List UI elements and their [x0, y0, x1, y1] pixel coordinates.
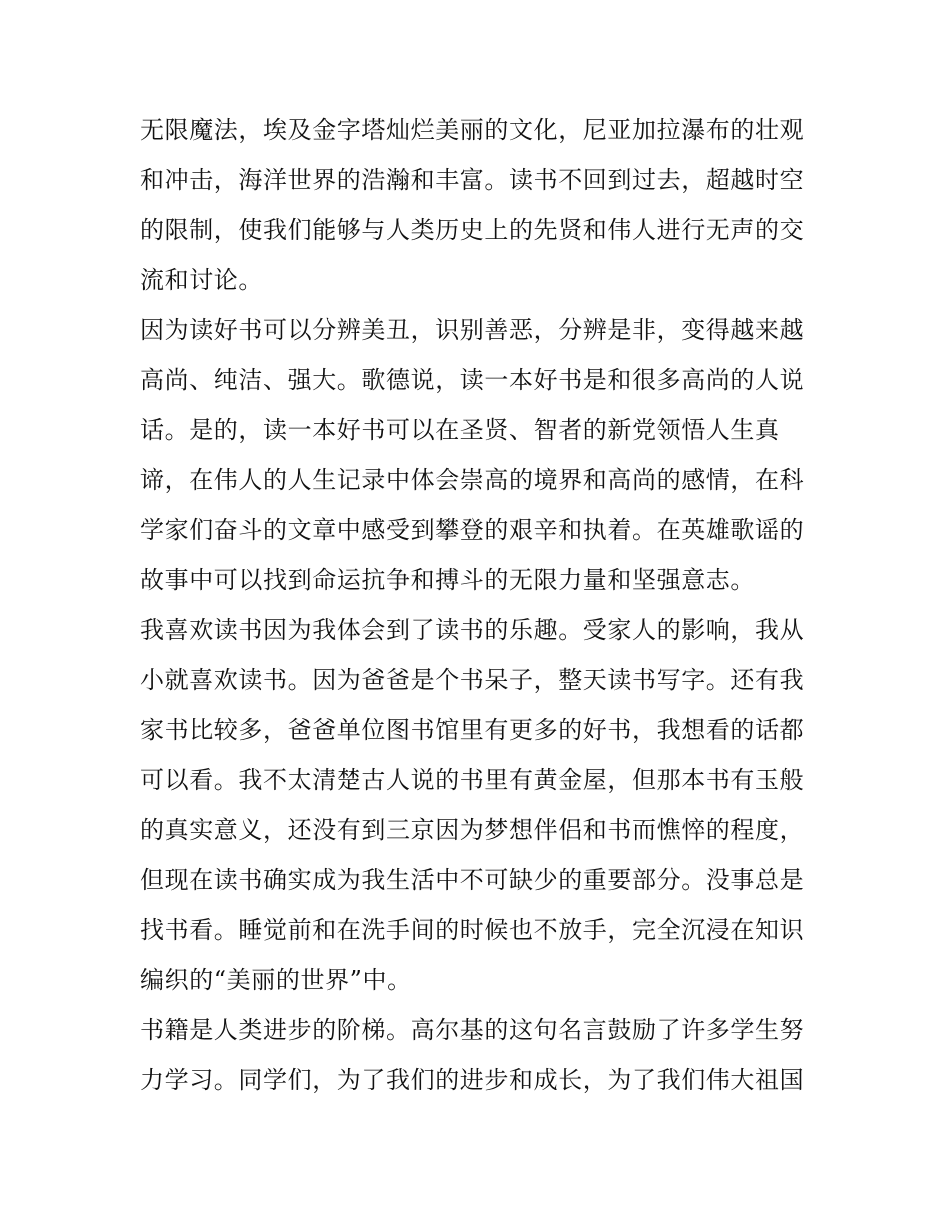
text-line: 编织的“美丽的世界”中。 [140, 966, 412, 994]
text-line: 我喜欢读书因为我体会到了读书的乐趣。受家人的影响，我从 [140, 616, 805, 644]
text-line: 故事中可以找到命运抗争和搏斗的无限力量和坚强意志。 [140, 566, 755, 594]
text-line: 的真实意义，还没有到三京因为梦想伴侣和书而憔悴的程度， [140, 816, 805, 844]
text-line: 的限制，使我们能够与人类历史上的先贤和伟人进行无声的交 [140, 216, 805, 244]
text-line: 高尚、纯洁、强大。歌德说，读一本好书是和很多高尚的人说 [140, 366, 805, 394]
text-line: 话。是的，读一本好书可以在圣贤、智者的新党领悟人生真 [140, 416, 780, 444]
text-line: 书籍是人类进步的阶梯。高尔基的这句名言鼓励了许多学生努 [140, 1016, 805, 1044]
text-line: 学家们奋斗的文章中感受到攀登的艰辛和执着。在英雄歌谣的 [140, 516, 805, 544]
text-line: 可以看。我不太清楚古人说的书里有黄金屋，但那本书有玉般 [140, 766, 805, 794]
text-line: 小就喜欢读书。因为爸爸是个书呆子，整天读书写字。还有我 [140, 666, 805, 694]
text-line: 但现在读书确实成为我生活中不可缺少的重要部分。没事总是 [140, 866, 805, 894]
text-line: 流和讨论。 [140, 266, 263, 294]
text-line: 和冲击，海洋世界的浩瀚和丰富。读书不回到过去，超越时空 [140, 166, 805, 194]
text-line: 力学习。同学们，为了我们的进步和成长，为了我们伟大祖国 [140, 1066, 805, 1094]
text-line: 谛，在伟人的人生记录中体会崇高的境界和高尚的感情，在科 [140, 466, 805, 494]
text-line: 因为读好书可以分辨美丑，识别善恶，分辨是非，变得越来越 [140, 316, 805, 344]
text-line: 家书比较多，爸爸单位图书馆里有更多的好书，我想看的话都 [140, 716, 805, 744]
text-line: 无限魔法，埃及金字塔灿烂美丽的文化，尼亚加拉瀑布的壮观 [140, 116, 805, 144]
text-line: 找书看。睡觉前和在洗手间的时候也不放手，完全沉浸在知识 [140, 916, 805, 944]
